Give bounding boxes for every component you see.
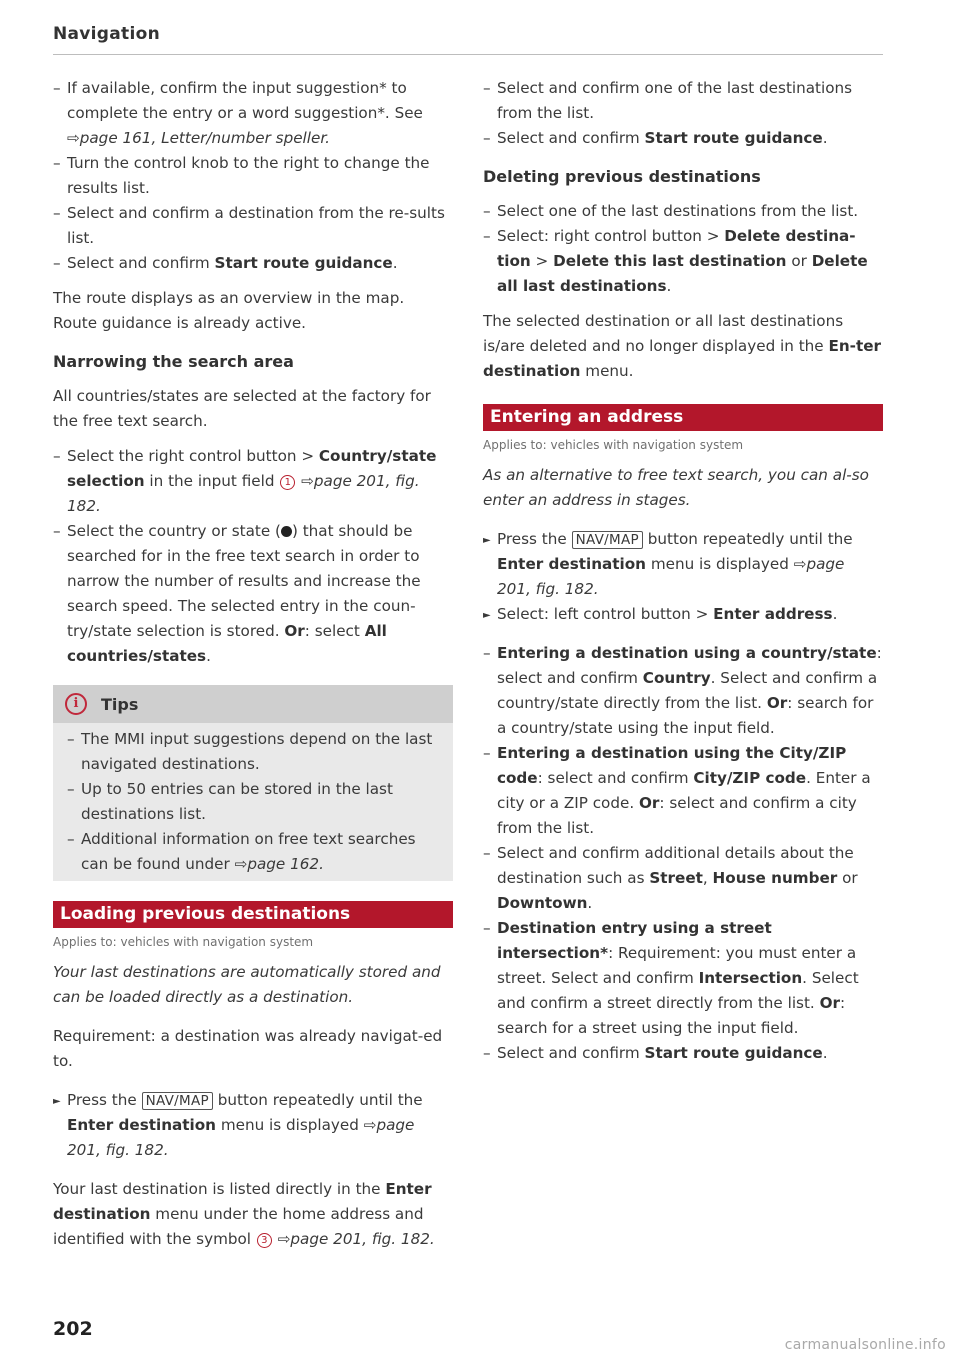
loading-intro: Your last destinations are automatically stored and can be loaded directly as a destination. [53,963,441,1006]
section-title: Navigation [53,24,160,44]
watermark: carmanualsonline.info [784,1337,946,1353]
list-item: – Select and confirm Start route guidance. [53,254,398,272]
list-item: – Select: right control button > Delete destina-tion > Delete this last destination or Delete all last destinations. [483,227,868,295]
last-destination-paragraph: Your last destination is listed directly in the Enter destination menu under the home address and identified with the symbol 3 ⇨page 201, fig. 182. [53,1180,435,1248]
list-item: – Entering a destination using a country/state: select and confirm Country. Select and confirm a country/state directly from the list. Or: search for a country/state using the input field. [483,644,882,737]
deleted-paragraph: The selected destination or all last destinations is/are deleted and no longer displayed in the En-ter destination menu. [483,312,882,380]
narrowing-paragraph: All countries/states are selected at the factory for the free text search. [53,387,431,430]
list-item: – If available, confirm the input suggestion* to complete the entry or a word suggestion*. See ⇨page 161, Letter/number speller. [53,79,423,147]
page-reference[interactable]: ⇨page 201, fig. 182. [497,555,845,598]
section-banner-address: Entering an address [483,404,883,431]
page-header [53,24,883,55]
nav-map-key: NAV/MAP [142,1092,213,1110]
route-paragraph: The route displays as an overview in the map. Route guidance is already active. [53,289,405,332]
filled-dot-icon [281,526,292,537]
section-banner-loading: Loading previous destinations [53,901,453,928]
page-reference[interactable]: ⇨page 201, fig. 182. [67,1116,415,1159]
list-item: – Destination entry using a street intersection*: Requirement: you must enter a street. Select and confirm Intersection. Select and confirm a street directly from the list. Or: search for a street using the input field. [483,919,859,1037]
tips-box [53,685,453,881]
requirement-paragraph: Requirement: a destination was already navigat-ed to. [53,1027,443,1070]
step-item: ► Press the NAV/MAP button repeatedly until the Enter destination menu is displayed ⇨page 201, fig. 182. [483,530,853,598]
left-column [53,76,453,1252]
narrowing-heading: Narrowing the search area [53,352,294,371]
list-item: – Turn the control knob to the right to change the results list. [53,154,430,197]
list-item: – Select and confirm Start route guidance. [483,129,828,147]
list-item: – Select the country or state ( ) that should be searched for in the free text search in order to narrow the number of results and increase the search speed. The selected entry in the coun-try/state selection is stored. Or: select All countries/states. [53,522,421,665]
tips-title: Tips [101,694,139,714]
list-item: – Select and confirm additional details about the destination such as Street, House number or Downtown. [483,844,858,912]
right-column [483,76,883,1066]
page-number: 202 [53,1318,93,1340]
tips-item: – Additional information on free text searches can be found under ⇨page 162. [67,830,416,873]
list-item: – Select and confirm Start route guidance. [483,1044,828,1062]
list-item: – Select one of the last destinations from the list. [483,202,859,220]
info-icon: i [65,693,87,715]
list-item: – Select and confirm one of the last destinations from the list. [483,79,853,122]
step-item: ► Press the NAV/MAP button repeatedly until the Enter destination menu is displayed ⇨page 201, fig. 182. [53,1091,423,1159]
tips-item: – Up to 50 entries can be stored in the last destinations list. [67,780,393,823]
list-item: – Select and confirm a destination from the re-sults list. [53,204,445,247]
tips-item: – The MMI input suggestions depend on the last navigated destinations. [67,730,433,773]
list-item: – Entering a destination using the City/ZIP code: select and confirm City/ZIP code. Enter a city or a ZIP code. Or: select and confirm a city from the list. [483,744,871,837]
nav-map-key: NAV/MAP [572,531,643,549]
deleting-heading: Deleting previous destinations [483,167,761,186]
page-reference[interactable]: ⇨page 161, Letter/number speller. [67,129,331,147]
callout-3-icon: 3 [257,1233,272,1248]
applies-note: Applies to: vehicles with navigation system [53,935,314,949]
list-item: – Select the right control button > Country/state selection in the input field 1 ⇨page 201, fig. 182. [53,447,437,515]
tips-header [53,685,453,723]
applies-note: Applies to: vehicles with navigation system [483,438,744,452]
step-item: ► Select: left control button > Enter address. [483,605,838,623]
page-reference[interactable]: ⇨page 201, fig. 182. [277,1230,435,1248]
page-reference[interactable]: ⇨page 162. [234,855,324,873]
page-reference[interactable]: ⇨page 201, fig. 182. [67,472,420,515]
callout-1-icon: 1 [280,475,295,490]
address-intro: As an alternative to free text search, you can al-so enter an address in stages. [483,466,869,509]
